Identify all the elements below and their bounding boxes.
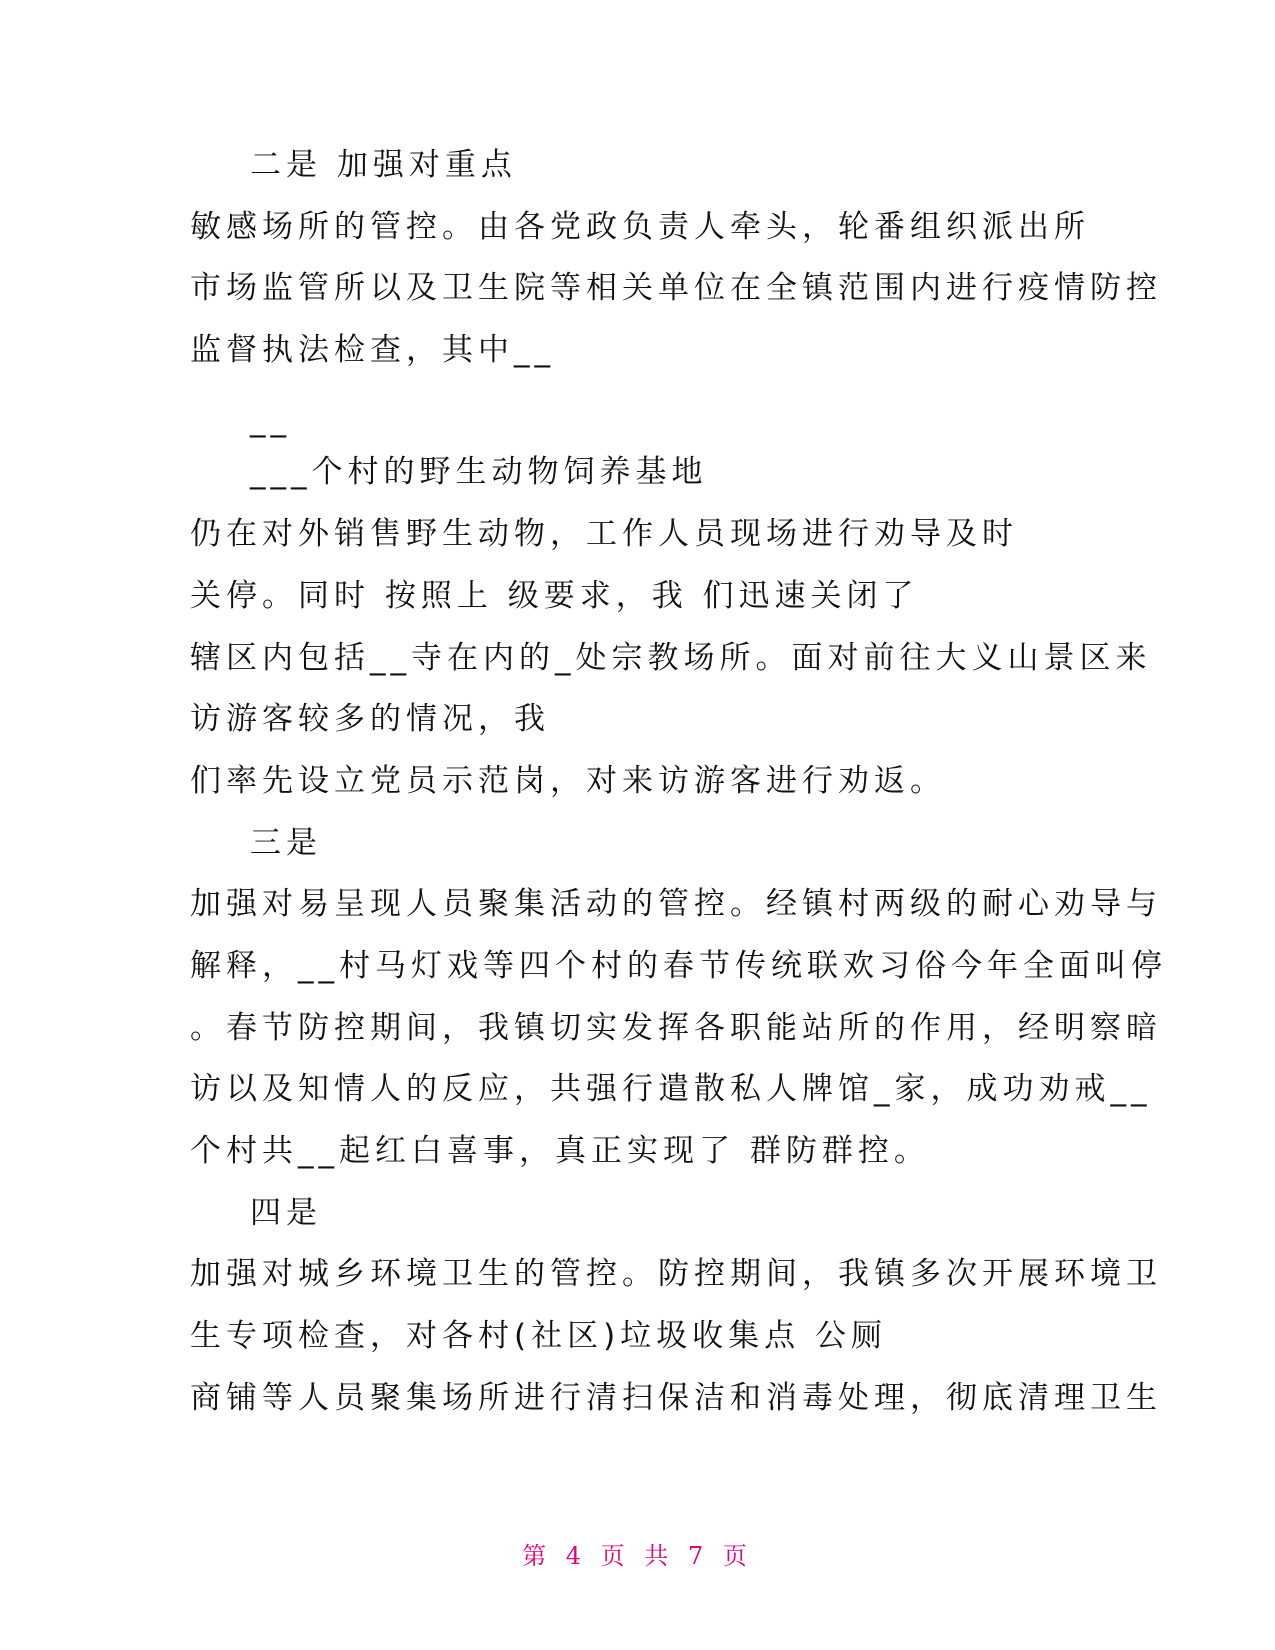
text-line: 加强对易呈现人员聚集活动的管控。经镇村两级的耐心劝导与 [190,886,1162,922]
page-number-footer: 第 4 页 共 7 页 [522,1542,753,1570]
text-line: 市场监管所以及卫生院等相关单位在全镇范围内进行疫情防控 [190,270,1162,306]
paragraph-heading-2: 二是 加强对重点 [250,147,517,183]
text-line: __ [250,402,291,438]
text-line: 商铺等人员聚集场所进行清扫保洁和消毒处理，彻底清理卫生 [190,1380,1162,1416]
text-line: 们率先设立党员示范岗，对来访游客进行劝返。 [190,763,946,799]
text-line: 关停。同时 按照上 级要求，我 们迅速关闭了 [190,578,919,614]
text-line: 辖区内包括__寺在内的_处宗教场所。面对前往大义山景区来 [190,640,1152,676]
text-line: 敏感场所的管控。由各党政负责人牵头，轮番组织派出所 [190,209,1090,245]
text-line: 。春节防控期间，我镇切实发挥各职能站所的作用，经明察暗 [190,1010,1162,1046]
text-line: 仍在对外销售野生动物，工作人员现场进行劝导及时 [190,516,1018,552]
text-line: 访游客较多的情况，我 [190,701,550,737]
text-line: 解释，__村马灯戏等四个村的春节传统联欢习俗今年全面叫停 [190,948,1167,984]
paragraph-heading-3: 三是 [250,825,322,861]
text-line: 加强对城乡环境卫生的管控。防控期间，我镇多次开展环境卫 [190,1256,1162,1292]
paragraph-heading-4: 四是 [250,1195,322,1231]
text-line: 个村共__起红白喜事，真正实现了 群防群控。 [190,1133,930,1169]
text-line: ___个村的野生动物饲养基地 [250,454,708,490]
text-line: 访以及知情人的反应，共强行遣散私人牌馆_家，成功劝戒__ [190,1071,1152,1107]
text-line: 生专项检查，对各村(社区)垃圾收集点 公厕 [190,1318,888,1354]
text-line: 监督执法检查，其中__ [190,332,555,368]
